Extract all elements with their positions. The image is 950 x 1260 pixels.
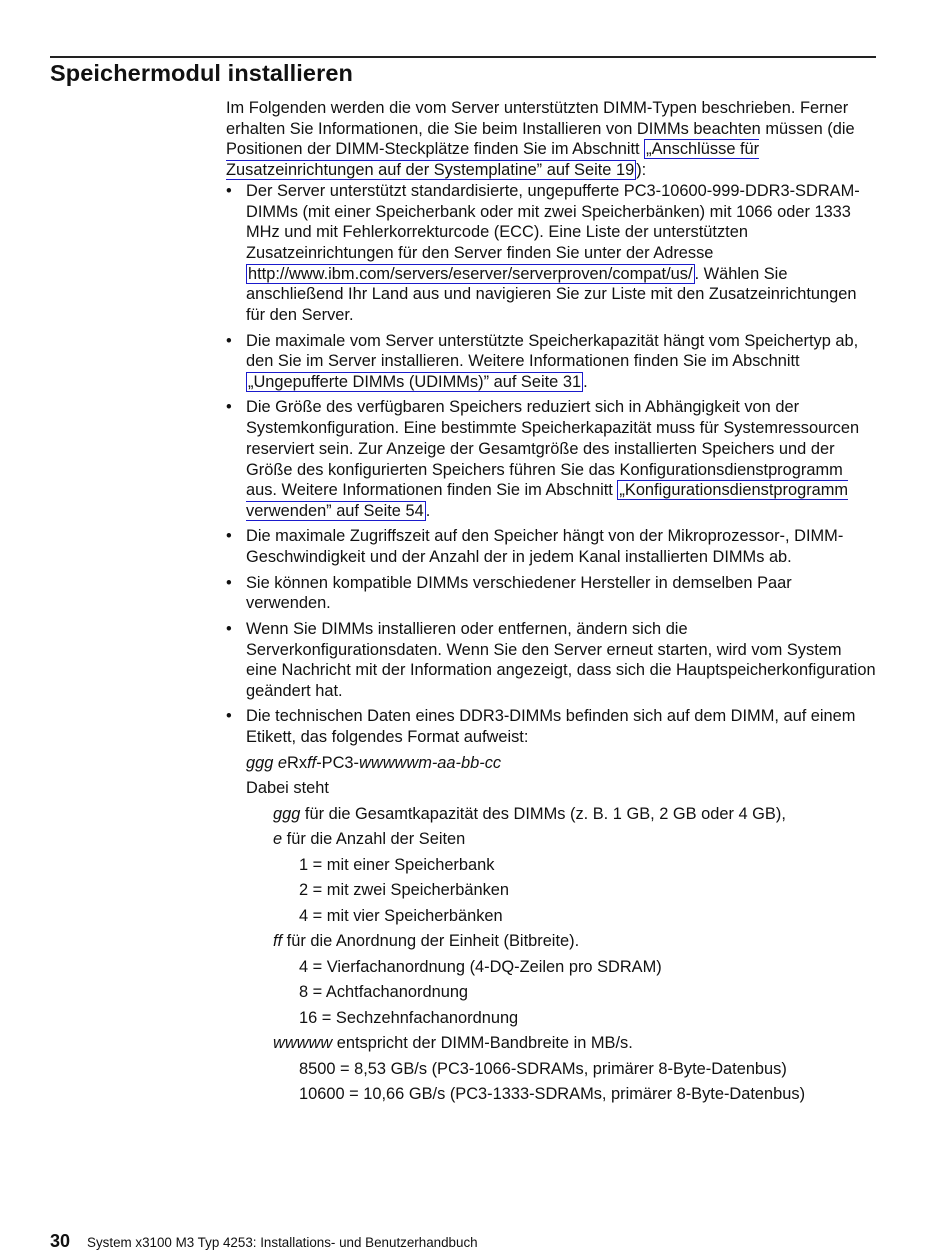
format-part: e: [277, 753, 288, 772]
definition-desc: für die Anordnung der Einheit (Bitbreite).: [282, 932, 580, 951]
bullet-marker: •: [226, 181, 232, 200]
definition-desc: für die Anzahl der Seiten: [282, 830, 466, 849]
dabei-steht: Dabei steht: [246, 779, 329, 798]
list-item: [226, 181, 876, 326]
definition-term: ggg: [273, 804, 301, 823]
list-item: [226, 331, 876, 393]
title-rule: [50, 56, 876, 58]
definition-desc: für die Gesamtkapazität des DIMMs (z. B. 1 GB, 2 GB oder 4 GB),: [300, 804, 786, 823]
section-title: Speichermodul installieren: [50, 60, 353, 86]
item-tail: . Wählen Sie anschließend Ihr Land aus und navigieren Sie zur Liste mit den Zusatzeinrichtungen für den Server.: [246, 264, 857, 325]
list-item: [226, 397, 876, 521]
list-item: [226, 526, 876, 567]
definition-value: 4 = Vierfachanordnung (4-DQ-Zeilen pro SDRAM): [299, 957, 662, 976]
item-text: Wenn Sie DIMMs installieren oder entfernen, ändern sich die Serverkonfigurationsdaten. Wenn Sie den Server erneut starten, wird vom System eine Nachricht mit der Information angezeigt, dass sich die Hauptspeicherkonfiguration geändert hat.: [246, 619, 876, 700]
definition-ff: [246, 931, 876, 952]
item-text: Die maximale Zugriffszeit auf den Speicher hängt von der Mikroprozessor-, DIMM-Geschwindigkeit und der Anzahl der in jedem Kanal installierten DIMMs ab.: [246, 527, 844, 567]
item-text: Der Server unterstützt standardisierte, ungepufferte PC3-10600-999-DDR3-SDRAM-DIMMs (mit einer Speicherbank oder mit zwei Speicherbänken) mit 1066 oder 1333 MHz und mit Fehlerkorrekturcode (ECC). Eine Liste der unterstützten Zusatzeinrichtungen für den Server finden Sie unter der Adresse: [246, 181, 860, 262]
definition-wwwww: [246, 1033, 876, 1054]
definition-value: 2 = mit zwei Speicherbänken: [299, 881, 510, 900]
item-text: Die technischen Daten eines DDR3-DIMMs befinden sich auf dem DIMM, auf einem Etikett, das folgendes Format aufweist:: [246, 707, 856, 747]
definition-term: wwwww: [273, 1034, 333, 1053]
definition-value: 4 = mit vier Speicherbänken: [299, 906, 503, 925]
definition-term: ff: [273, 932, 283, 951]
definition-value: 10600 = 10,66 GB/s (PC3-1333-SDRAMs, primärer 8-Byte-Datenbus): [299, 1085, 806, 1104]
bullet-marker: •: [226, 707, 232, 726]
bullet-marker: •: [226, 527, 232, 546]
format-part: wwwwwm-aa-bb-cc: [359, 753, 502, 772]
definition-desc: entspricht der DIMM-Bandbreite in MB/s.: [332, 1034, 633, 1053]
definition-value: 1 = mit einer Speicherbank: [299, 855, 495, 874]
list-item: [226, 706, 876, 1104]
link-ungepufferte-dimms[interactable]: „Ungepufferte DIMMs (UDIMMs)” auf Seite 31: [248, 372, 582, 391]
list-item: [226, 619, 876, 702]
definition-value: 8 = Achtfachanordnung: [299, 983, 469, 1002]
bullet-marker: •: [226, 619, 232, 638]
intro-tail: ):: [636, 161, 647, 180]
list-item: [226, 573, 876, 614]
item-text: Die maximale vom Server unterstützte Speicherkapazität hängt vom Speichertyp ab, den Sie im Server installieren. Weitere Informationen finden Sie im Abschnitt: [246, 331, 859, 371]
format-part: ff: [307, 753, 317, 772]
format-part: -PC3-: [316, 753, 360, 772]
format-part: ggg: [246, 753, 274, 772]
definition-value: 8500 = 8,53 GB/s (PC3-1066-SDRAMs, primärer 8-Byte-Datenbus): [299, 1059, 787, 1078]
footer-title: System x3100 M3 Typ 4253: Installations- und Benutzerhandbuch: [87, 1235, 478, 1250]
item-tail: .: [425, 501, 431, 520]
link-anschluesse-zusatzeinrichtungen[interactable]: „Anschlüsse für Zusatzeinrichtungen auf der Systemplatine” auf Seite 19: [226, 140, 760, 180]
intro-text: Im Folgenden werden die vom Server unterstützten DIMM-Typen beschrieben. Ferner erhalten Sie Informationen, die Sie beim Installieren von DIMMs beachten müssen (die Positionen der DIMM-Steckplätze finden Sie im Abschnitt: [226, 99, 855, 159]
item-tail: .: [583, 372, 588, 391]
link-konfigurationsdienstprogramm[interactable]: „Konfigurationsdienstprogramm verwenden” auf Seite 54: [246, 481, 849, 520]
bullet-marker: •: [226, 331, 232, 350]
definition-e: [246, 829, 876, 850]
page-footer: [50, 1231, 478, 1252]
format-part: Rx: [287, 753, 308, 772]
bullet-marker: •: [226, 398, 232, 417]
page-number: 30: [50, 1231, 71, 1251]
intro-paragraph: [226, 98, 876, 181]
definition-ggg: [246, 804, 876, 825]
item-text: Die Größe des verfügbaren Speichers reduziert sich in Abhängigkeit von der Systemkonfiguration. Eine bestimmte Speicherkapazität muss für Systemressourcen reserviert sein. Zur Anzeige der Gesamtgröße des installierten Speichers und der Größe des konfigurierten Speichers führen Sie das Konfigurationsdienstprogramm aus. Weitere Informationen finden Sie im Abschnitt: [246, 398, 860, 500]
dimm-info-list: [226, 181, 876, 1105]
definition-term: e: [273, 830, 283, 849]
main-content: [226, 98, 876, 1110]
bullet-marker: •: [226, 573, 232, 592]
item-text: Sie können kompatible DIMMs verschiedener Hersteller in demselben Paar verwenden.: [246, 573, 792, 613]
link-ibm-serverproven[interactable]: http://www.ibm.com/servers/eserver/serverproven/compat/us/: [248, 264, 693, 283]
dimm-label-format: [246, 753, 876, 774]
definition-value: 16 = Sechzehnfachanordnung: [299, 1008, 519, 1027]
